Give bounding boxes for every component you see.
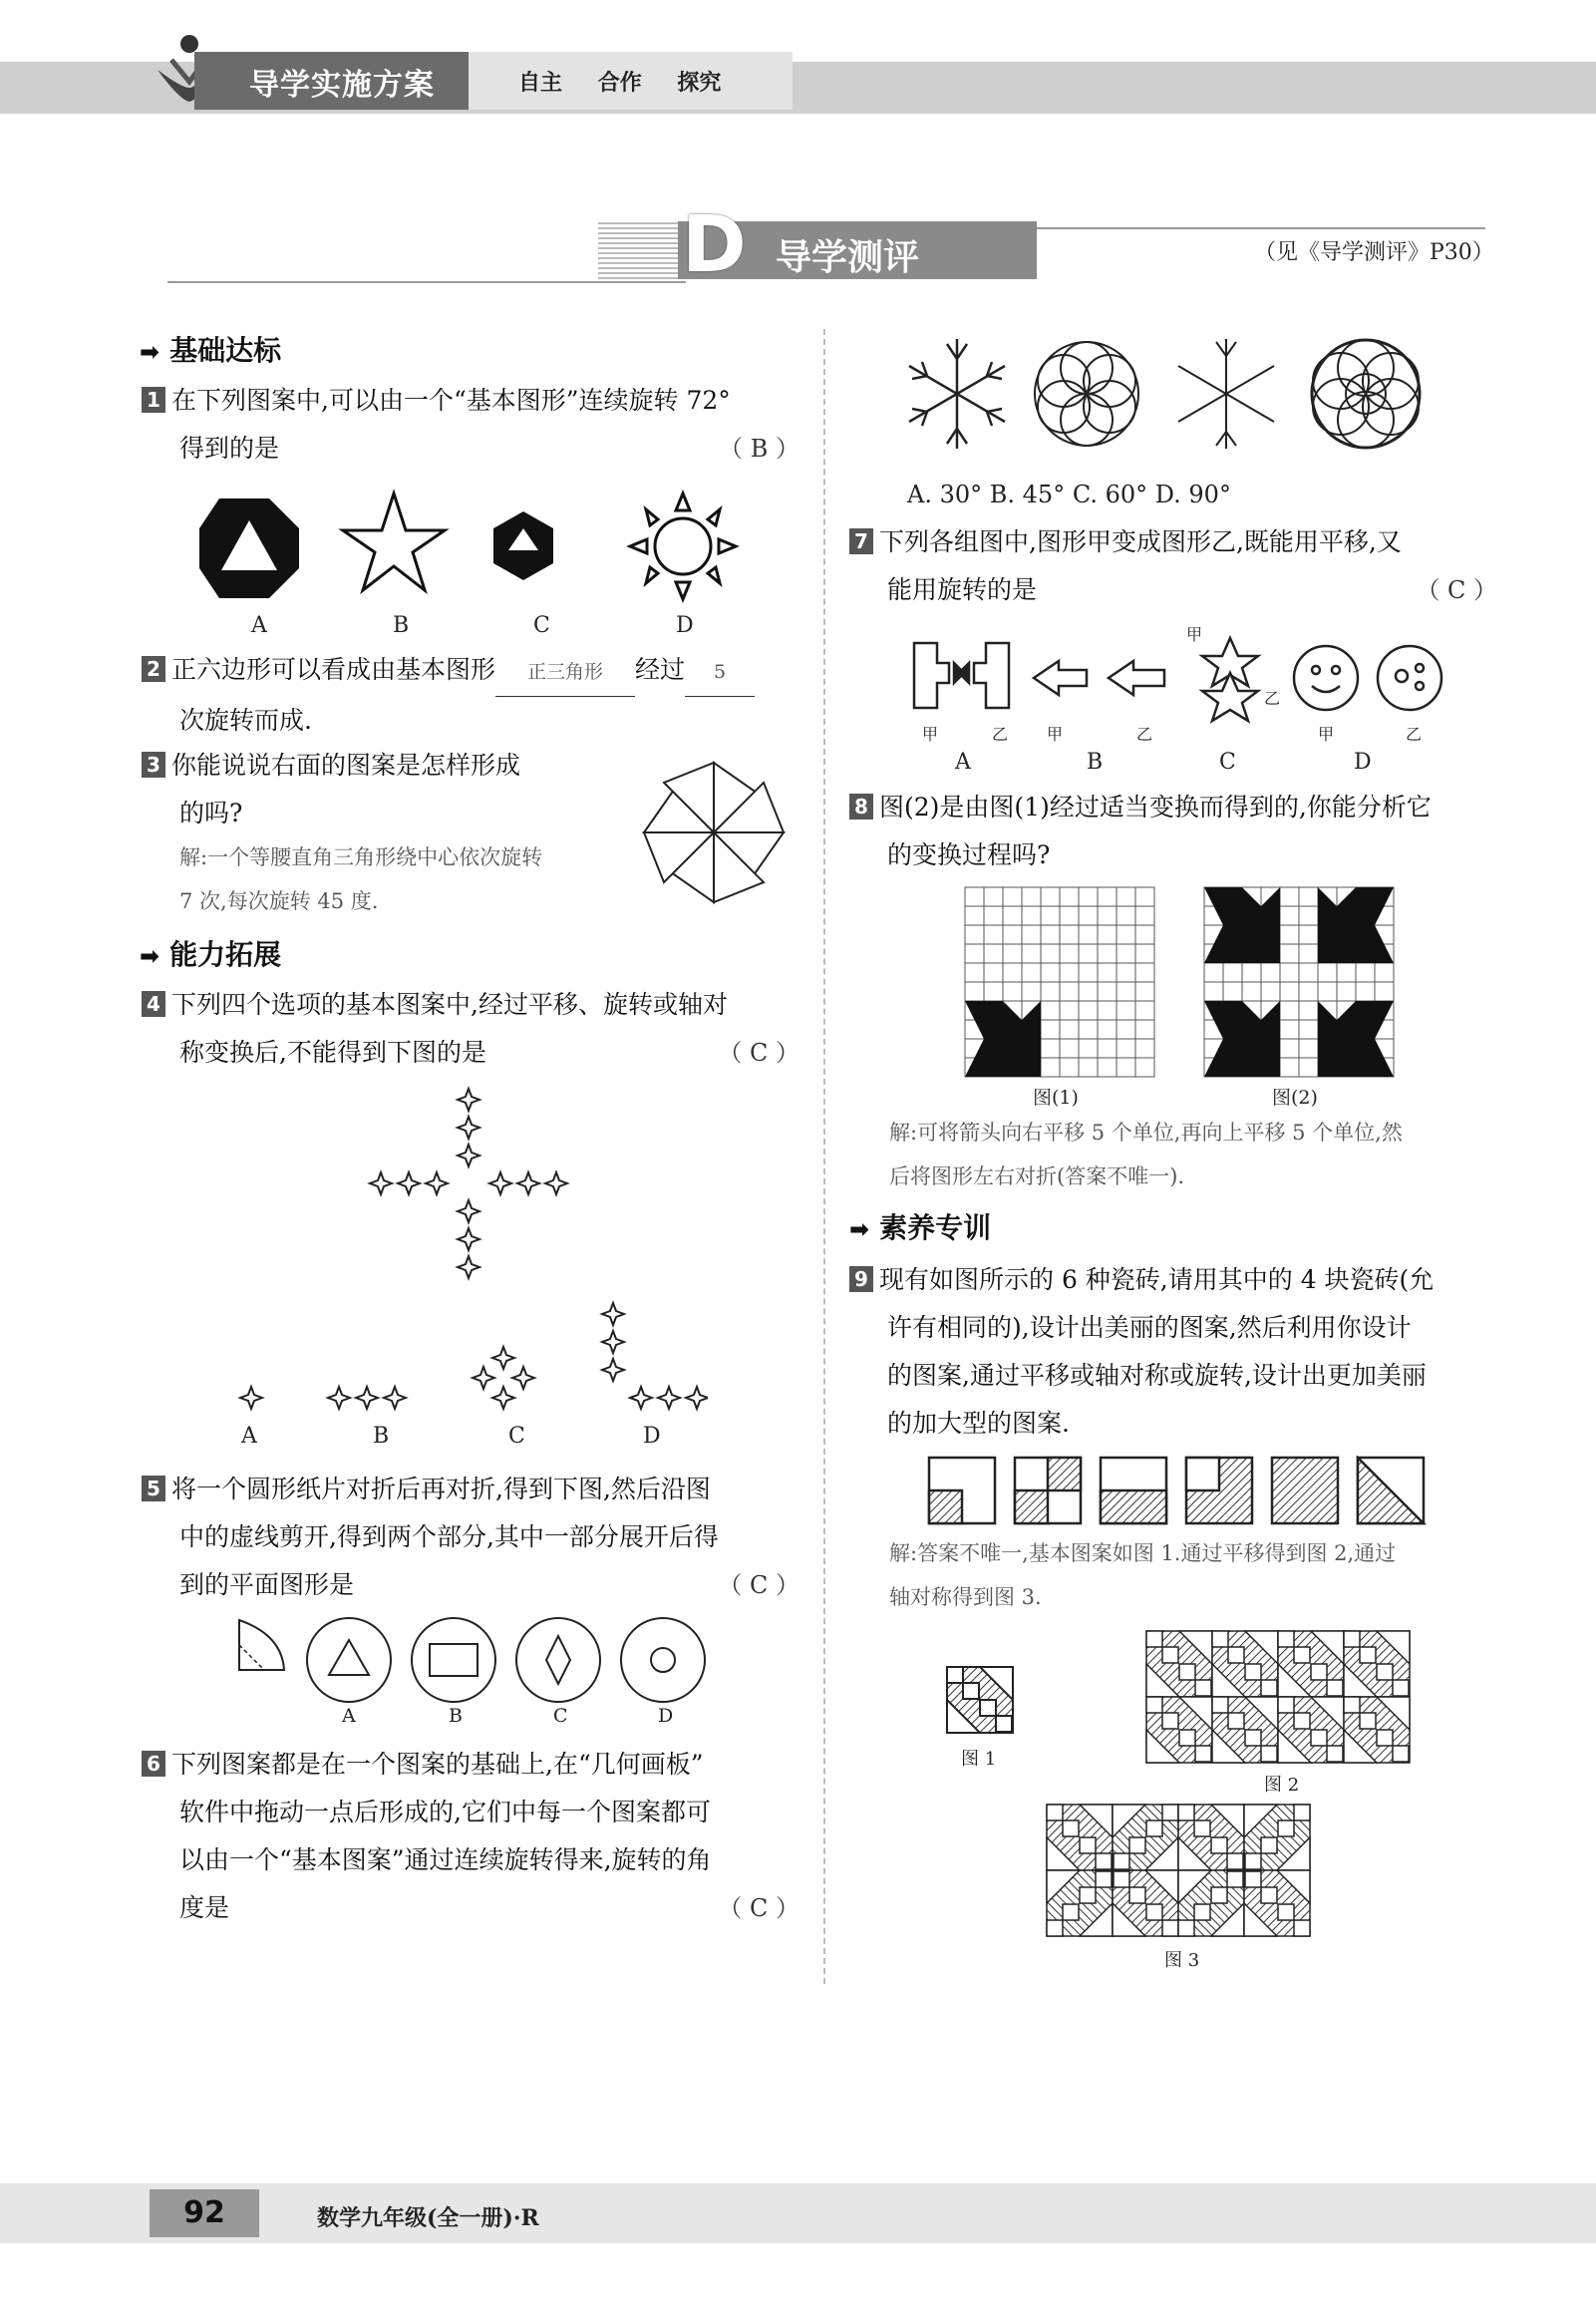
question-3: 3 你能说说右面的图案是怎样形成 的吗?: [142, 742, 640, 837]
arrow-icon: ➡: [849, 1215, 870, 1243]
section-ref: （见《导学测评》P30）: [1254, 240, 1494, 265]
q7-label-jia-d: 甲: [1318, 725, 1335, 744]
question-7: 7 下列各组图中,图形甲变成图形乙,既能用平移,又 能用旋转的是 （ C ）: [849, 518, 1507, 614]
q1-option-b: B: [393, 613, 410, 638]
q9-fig1-caption: 图 1: [961, 1749, 997, 1770]
q5-option-d: D: [658, 1705, 674, 1727]
q8-fig1-caption: 图(1): [1033, 1087, 1079, 1109]
q5-answer: （ C ）: [718, 1571, 799, 1599]
question-8: 8 图(2)是由图(1)经过适当变换而得到的,你能分析它 的变换过程吗?: [849, 784, 1507, 879]
q9-fig1: [945, 1665, 1015, 1735]
subsection-basic: ➡ 基础达标: [140, 334, 282, 367]
q4-option-d: D: [643, 1424, 661, 1449]
q7-label-jia-b: 甲: [1047, 725, 1064, 744]
question-6: 6 下列图案都是在一个图案的基础上,在“几何画板” 软件中拖动一点后形成的,它们中每一个图案都可 以由一个“基本图案”通过连续旋转得来,旋转的角 度是 （ C ）: [142, 1741, 809, 1932]
q7-option-c: C: [1219, 750, 1236, 775]
tag-self: 自主: [518, 71, 563, 96]
q1-option-a: A: [251, 613, 267, 638]
section-stripes: [598, 221, 678, 279]
q7-label-jia-a: 甲: [922, 725, 939, 744]
q9-solution: 解:答案不唯一,基本图案如图 1.通过平移得到图 2,通过 轴对称得到图 3.: [889, 1541, 1397, 1609]
q4-cross-figure: [359, 1082, 578, 1291]
q1-answer: （ B ）: [719, 435, 799, 463]
subsection-literacy: ➡ 素养专训: [849, 1211, 992, 1244]
question-5: 5 将一个圆形纸片对折后再对折,得到下图,然后沿图 中的虚线剪开,得到两个部分,其中一部分展开后得 到的平面图形是 （ C ）: [142, 1466, 809, 1609]
q6-figures: [902, 334, 1460, 454]
question-4: 4 下列四个选项的基本图案中,经过平移、旋转或轴对 称变换后,不能得到下图的是 （ C ）: [142, 981, 809, 1077]
q4-option-c: C: [508, 1424, 525, 1449]
q4-option-a: A: [241, 1424, 257, 1449]
question-1: 1 在下列图案中,可以由一个“基本图形”连续旋转 72° 得到的是 （ B ）: [142, 377, 809, 473]
q5-option-b: B: [449, 1705, 463, 1727]
q7-label-yi-a: 乙: [992, 725, 1009, 744]
tag-coop: 合作: [597, 71, 642, 96]
q5-option-a: A: [342, 1705, 356, 1727]
question-2: 2 正六边形可以看成由基本图形 正三角形 经过 5 次旋转而成.: [142, 646, 809, 745]
q8-fig2-caption: 图(2): [1272, 1087, 1318, 1109]
subsection-ability: ➡ 能力拓展: [140, 938, 282, 971]
q7-option-b: B: [1087, 750, 1104, 775]
q1-option-d: D: [676, 613, 694, 638]
q9-tiles-figure: [927, 1456, 1436, 1527]
q1-figures: [189, 489, 748, 608]
q5-option-c: C: [553, 1705, 568, 1727]
q9-fig2-caption: 图 2: [1264, 1775, 1300, 1796]
q6-answer: （ C ）: [718, 1894, 799, 1922]
q4-option-b: B: [373, 1424, 390, 1449]
q1-option-c: C: [533, 613, 550, 638]
question-9: 9 现有如图所示的 6 种瓷砖,请用其中的 4 块瓷砖(允 许有相同的),设计出美丽的图案,然后利用你设计 的图案,通过平移或轴对称或旋转,设计出更加美丽 的加大型的图案.: [849, 1256, 1507, 1448]
q9-fig3: [1045, 1803, 1314, 1938]
q4-options-figure: [229, 1296, 708, 1416]
arrow-icon: ➡: [140, 942, 160, 970]
q3-pinwheel-figure: [634, 758, 794, 907]
arrow-icon: ➡: [140, 338, 160, 366]
section-rule-left: [167, 281, 686, 283]
q8-grids-figure: [963, 885, 1402, 1080]
q7-answer: （ C ）: [1416, 576, 1497, 604]
q3-solution: 解:一个等腰直角三角形绕中心依次旋转 7 次,每次旋转 45 度.: [179, 845, 543, 913]
q2-blank-1: 正三角形: [495, 648, 635, 697]
page-number: 92: [150, 2189, 259, 2237]
q7-label-yi-d: 乙: [1406, 725, 1423, 744]
q8-solution: 解:可将箭头向右平移 5 个单位,再向上平移 5 个单位,然 后将图形左右对折(答案不唯一).: [889, 1121, 1403, 1188]
q7-label-yi-c: 乙: [1264, 689, 1281, 708]
q5-figures: [234, 1610, 713, 1710]
q7-label-yi-b: 乙: [1136, 725, 1153, 744]
q7-option-a: A: [955, 750, 971, 775]
q7-option-d: D: [1354, 750, 1372, 775]
section-letter: D: [682, 200, 747, 290]
q6-options: A. 30° B. 45° C. 60° D. 90°: [907, 481, 1231, 508]
q7-label-jia-c: 甲: [1186, 625, 1203, 644]
header-title: 导学实施方案: [249, 68, 435, 103]
q9-fig2: [1144, 1629, 1414, 1765]
section-title: 导学测评: [776, 237, 920, 278]
column-divider: [823, 329, 825, 1984]
header-tags: [518, 66, 749, 97]
q2-blank-2: 5: [685, 648, 755, 697]
section-rule-right: [1037, 227, 1485, 229]
q4-answer: （ C ）: [718, 1039, 799, 1067]
footer-text: 数学九年级(全一册)·R: [317, 2205, 539, 2231]
q9-fig3-caption: 图 3: [1164, 1950, 1200, 1971]
tag-explore: 探究: [677, 71, 722, 96]
